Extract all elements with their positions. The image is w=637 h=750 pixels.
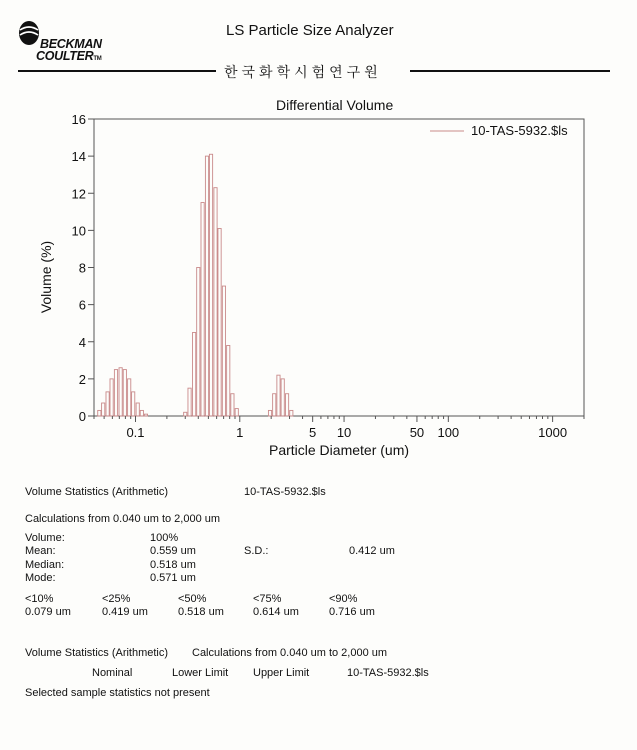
bar — [273, 394, 276, 416]
bars — [98, 154, 293, 416]
col-file-name: 10-TAS-5932.$ls — [347, 667, 429, 679]
bar — [128, 379, 131, 416]
percentile-value-75: 0.614 um — [253, 606, 299, 618]
x-tick-label: 50 — [409, 425, 425, 440]
stats-file-name: 10-TAS-5932.$ls — [244, 486, 326, 498]
y-tick-label: 12 — [71, 186, 86, 202]
bar — [136, 403, 139, 416]
y-tick-label: 10 — [71, 223, 86, 239]
stat-value-median: 0.518 um — [150, 559, 196, 571]
bar — [140, 410, 143, 416]
sd-label: S.D.: — [244, 545, 269, 557]
second-stats-label: Volume Statistics (Arithmetic) — [25, 647, 169, 659]
percentile-value-50: 0.518 um — [178, 606, 224, 618]
bar — [222, 286, 225, 416]
bar — [290, 410, 293, 416]
stat-value-mode: 0.571 um — [150, 572, 196, 584]
percentile-label-25: <25% — [102, 593, 131, 605]
x-tick-label: 100 — [437, 425, 460, 440]
second-calc-range: Calculations from 0.040 um to 2,000 um — [192, 647, 388, 659]
brand-line1: BECKMAN — [40, 37, 102, 51]
bar — [235, 409, 238, 416]
y-tick-label: 8 — [78, 260, 86, 276]
bar — [231, 394, 234, 416]
percentile-label-90: <90% — [329, 593, 358, 605]
brand-line2: COULTER — [36, 49, 94, 63]
y-tick-label: 6 — [78, 297, 86, 313]
col-nominal: Nominal — [92, 667, 133, 679]
bar — [119, 368, 122, 416]
bar — [285, 394, 288, 416]
bar — [268, 410, 271, 416]
bar — [106, 392, 109, 416]
percentile-value-10: 0.079 um — [25, 606, 71, 618]
bar — [201, 203, 204, 416]
bar — [277, 375, 280, 416]
x-axis — [94, 416, 584, 440]
calc-range: Calculations from 0.040 um to 2,000 um — [25, 513, 221, 525]
y-axis — [72, 112, 94, 424]
legend-label: 10-TAS-5932.$ls — [471, 123, 568, 138]
bar — [214, 188, 217, 416]
x-tick-label: 1000 — [538, 425, 568, 440]
percentile-label-50: <50% — [178, 593, 207, 605]
stat-value-mean: 0.559 um — [150, 545, 196, 557]
stat-label-mean: Mean: — [25, 545, 56, 557]
bar — [209, 154, 212, 416]
percentile-label-75: <75% — [253, 593, 282, 605]
volume-stats-label: Volume Statistics (Arithmetic) — [25, 486, 169, 498]
bar — [110, 379, 113, 416]
y-tick-label: 4 — [78, 334, 86, 350]
bar — [188, 388, 191, 416]
y-tick-label: 2 — [78, 371, 86, 387]
y-axis-label: Volume (%) — [38, 240, 54, 314]
bar — [98, 410, 101, 416]
x-tick-label: 5 — [309, 425, 317, 440]
bar — [281, 379, 284, 416]
stat-value-volume: 100% — [150, 532, 179, 544]
x-tick-label: 1 — [236, 425, 244, 440]
bar — [102, 403, 105, 416]
bar — [227, 345, 230, 416]
sd-value: 0.412 um — [349, 545, 395, 557]
bar — [114, 370, 117, 416]
percentile-label-10: <10% — [25, 593, 54, 605]
brand-tm: TM — [93, 56, 102, 62]
institute-name: 한국화학시험연구원 — [224, 64, 382, 80]
col-upper-limit: Upper Limit — [253, 667, 310, 679]
col-lower-limit: Lower Limit — [172, 667, 229, 679]
report-title: LS Particle Size Analyzer — [226, 22, 394, 39]
y-tick-label: 0 — [78, 409, 86, 424]
x-tick-label: 0.1 — [126, 425, 145, 440]
chart-title: Differential Volume — [276, 97, 394, 113]
bar — [218, 229, 221, 416]
bar — [184, 412, 187, 416]
percentile-value-90: 0.716 um — [329, 606, 375, 618]
stat-label-median: Median: — [25, 559, 65, 571]
stat-label-mode: Mode: — [25, 572, 56, 584]
footer-note: Selected sample statistics not present — [25, 687, 210, 699]
bar — [197, 268, 200, 417]
percentile-value-25: 0.419 um — [102, 606, 148, 618]
plot-frame — [94, 119, 584, 416]
bar — [123, 370, 126, 416]
y-tick-label: 16 — [71, 112, 86, 127]
x-tick-label: 10 — [336, 425, 352, 440]
bar — [193, 332, 196, 416]
stat-label-volume: Volume: — [25, 532, 65, 544]
bar — [132, 392, 135, 416]
x-axis-label: Particle Diameter (um) — [268, 442, 410, 458]
bar — [205, 156, 208, 416]
y-tick-label: 14 — [71, 149, 86, 165]
bar — [144, 414, 147, 416]
